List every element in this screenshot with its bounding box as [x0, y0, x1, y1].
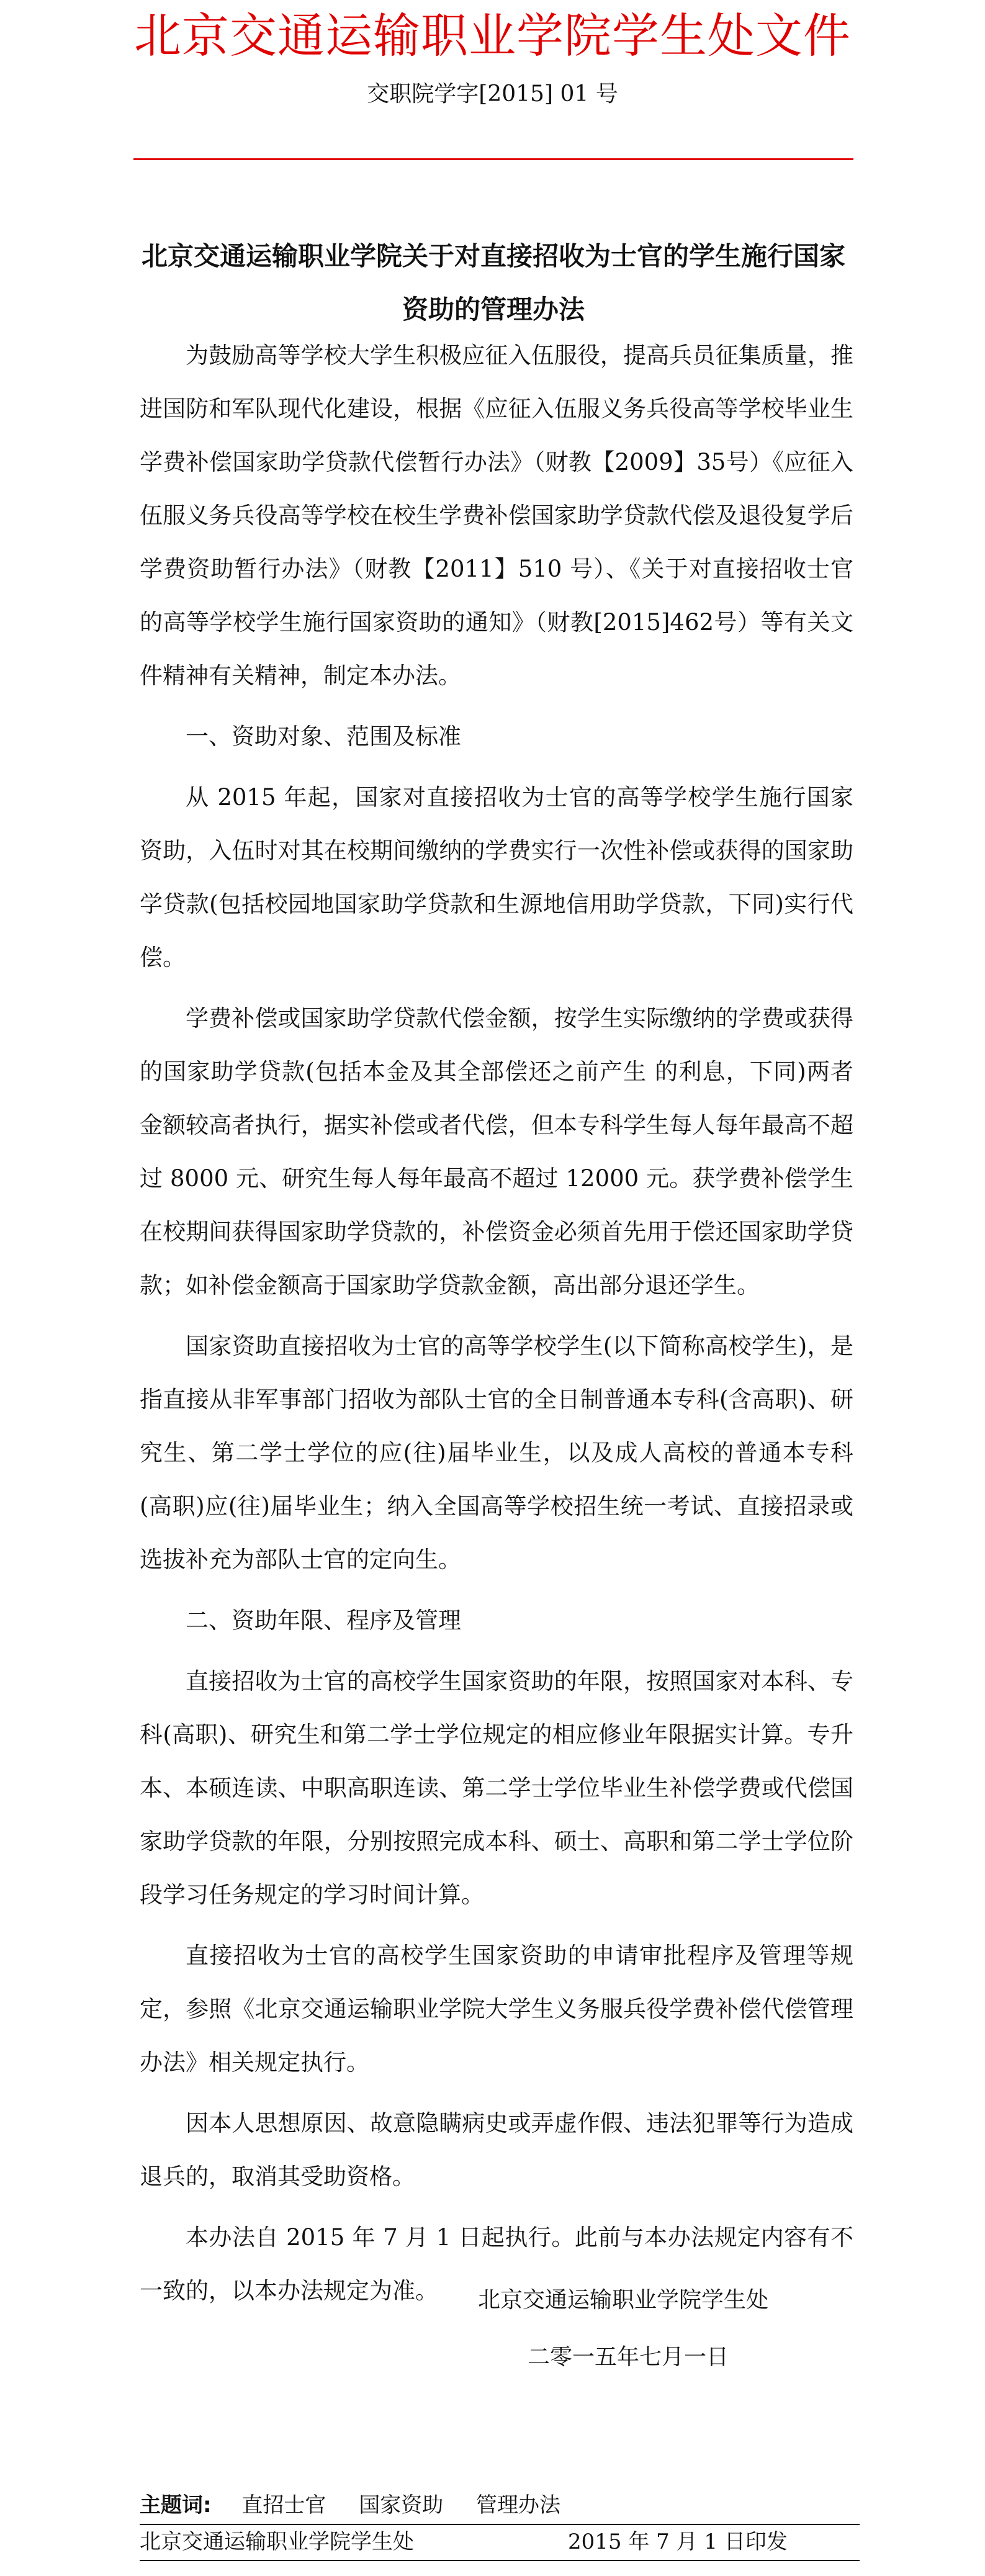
- footer-issuer: 北京交通运输职业学院学生处: [140, 2529, 414, 2554]
- paragraph-procedure: 直接招收为士官的高校学生国家资助的申请审批程序及管理等规定，参照《北京交通运输职业学院大学生义务服兵役学费补偿代偿管理办法》相关规定执行。: [140, 1942, 853, 2076]
- signature-issuer: 北京交通运输职业学院学生处: [478, 2287, 769, 2313]
- header-divider: [133, 158, 853, 160]
- keyword-item: 管理办法: [476, 2493, 561, 2518]
- keywords-line: [140, 2489, 860, 2521]
- footer-bottom-rule: [140, 2560, 860, 2561]
- footer-print-line: [140, 2526, 860, 2557]
- signature-date: 二零一五年七月一日: [528, 2344, 729, 2370]
- document-body: [140, 329, 853, 2325]
- header-title: 北京交通运输职业学院学生处文件: [134, 8, 851, 63]
- paragraph-duration: 直接招收为士官的高校学生国家资助的年限，按照国家对本科、专科(高职)、研究生和第二学士学位规定的相应修业年限据实计算。专升本、本硕连读、中职高职连读、第二学士学位毕业生补偿学费或代偿国家助学贷款的年限，分别按照完成本科、硕士、高职和第二学士学位阶 段学习任务规定的学习时间计算。: [140, 1668, 853, 1908]
- keywords-label: 主题词:: [140, 2493, 212, 2518]
- keyword-item: 国家资助: [359, 2493, 444, 2518]
- section-heading-2: 二、资助年限、程序及管理: [186, 1607, 461, 1634]
- footer-top-rule: [140, 2524, 860, 2525]
- paragraph-intro: 为鼓励高等学校大学生积极应征入伍服役，提高兵员征集质量，推进国防和军队现代化建设，根据《应征入伍服义务兵役高等学校毕业生学费补偿国家助学贷款代偿暂行办法》（财教【2009】35号）《应征入伍服义务兵役高等学校在校生学费补偿国家助学贷款代偿及退役复学后学费资助暂行办法》（财教【2011】510 号）、《关于对直接招收士官的高等学校学生施行国家资助的通知》（财教[2015]462号）等有关文件精神有关精神，制定本办法。: [140, 342, 853, 689]
- document-title: 北京交通运输职业学院关于对直接招收为士官的学生施行国家资助的管理办法: [141, 241, 845, 325]
- document-number: 交职院学字[2015] 01 号: [367, 81, 618, 107]
- paragraph-scope: 从 2015 年起，国家对直接招收为士官的高等学校学生施行国家资助，入伍时对其在校期间缴纳的学费实行一次性补偿或获得的国家助学贷款(包括校园地国家助学贷款和生源地信用助学贷款，下同)实行代偿。: [140, 784, 853, 971]
- footer-print-date: 2015 年 7 月 1 日印发: [568, 2529, 788, 2554]
- section-heading-1: 一、资助对象、范围及标准: [186, 723, 461, 750]
- paragraph-effective: 本办法自 2015 年 7 月 1 日起执行。此前与本办法规定内容有不一致的，以本办法规定为准。: [140, 2224, 853, 2304]
- signature-block: [478, 2272, 850, 2386]
- paragraph-revocation: 因本人思想原因、故意隐瞒病史或弄虚作假、违法犯罪等行为造成退兵的，取消其受助资格。: [140, 2110, 853, 2190]
- paragraph-amount: 学费补偿或国家助学贷款代偿金额，按学生实际缴纳的学费或获得的国家助学贷款(包括本金及其全部偿还之前产生 的利息，下同)两者金额较高者执行，据实补偿或者代偿，但本专科学生每人每年最高不超过 8000 元、研究生每人每年最高不超过 12000 元。获学费补偿学生在校期间获得国家助学贷款的，补偿资金必须首先用于偿还国家助学贷款；如补偿金额高于国家助学贷款金额，高出部分退还学生。: [140, 1005, 853, 1299]
- paragraph-definition: 国家资助直接招收为士官的高等学校学生(以下简称高校学生)，是指直接从非军事部门招收为部队士官的全日制普通本专科(含高职)、研究生、第二学士学位的应(往)届毕业生，以及成人高校的普通本专科(高职)应(往)届毕业生；纳入全国高等学校招生统一考试、直接招录或选拔补充为部队士官的定向生。: [140, 1333, 853, 1573]
- keyword-item: 直招士官: [241, 2493, 326, 2518]
